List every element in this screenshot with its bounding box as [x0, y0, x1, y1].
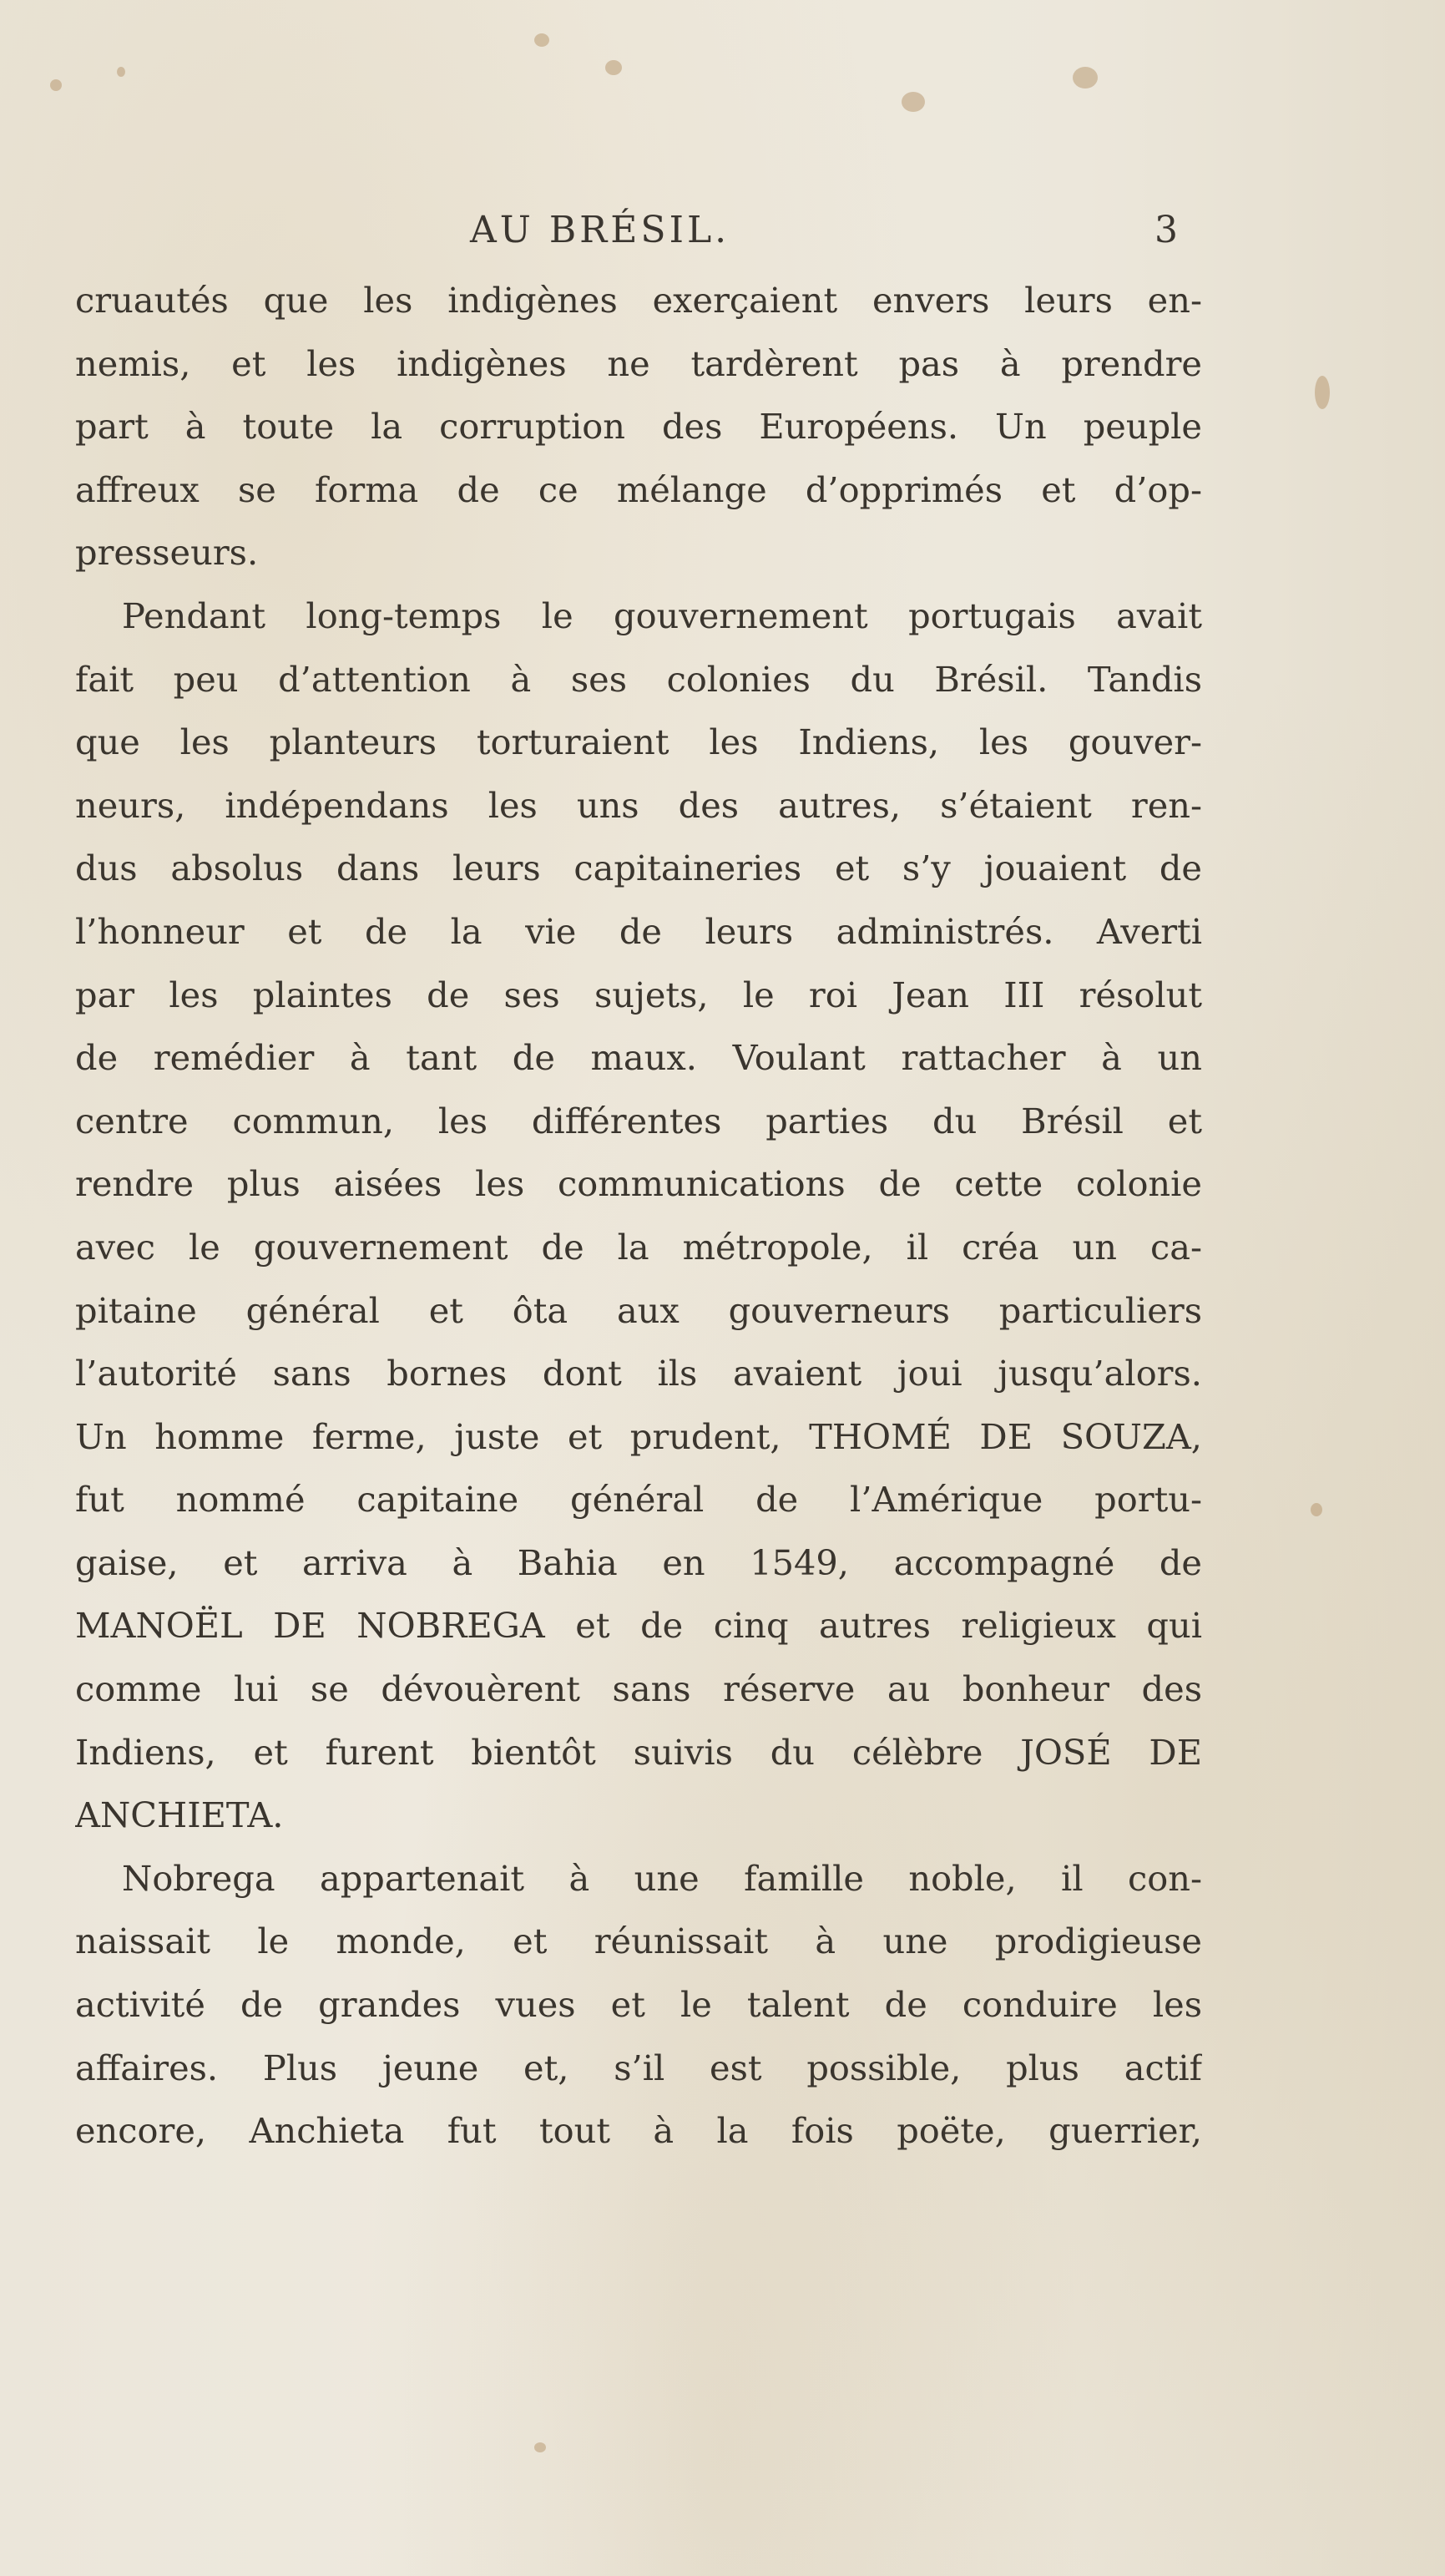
text-line: fait peu d’attention à ses colonies du Brésil. Tandis: [75, 658, 1202, 700]
page-number: 3: [1154, 209, 1178, 251]
text-line: comme lui se dévouèrent sans réserve au bonheur des: [75, 1668, 1202, 1710]
foxing-spot: [50, 79, 62, 91]
text-line: neurs, indépendans les uns des autres, s’étaient ren-: [75, 784, 1202, 826]
text-line: rendre plus aisées les communications de cette colonie: [75, 1163, 1202, 1205]
text-line: gaise, et arriva à Bahia en 1549, accompagné de: [75, 1541, 1202, 1583]
text-line: naissait le monde, et réunissait à une prodigieuse: [75, 1921, 1202, 1962]
text-line: Nobrega appartenait à une famille noble, il con-: [122, 1857, 1202, 1899]
foxing-spot: [902, 92, 925, 112]
text-line: cruautés que les indigènes exerçaient envers leurs en-: [75, 280, 1202, 321]
foxing-spot: [605, 60, 622, 75]
running-head: [0, 209, 1445, 259]
text-line: encore, Anchieta fut tout à la fois poëte, guerrier,: [75, 2110, 1202, 2152]
text-line: par les plaintes de ses sujets, le roi Jean III résolut: [75, 974, 1202, 1015]
text-line: ANCHIETA.: [75, 1794, 284, 1836]
text-line: MANOËL DE NOBREGA et de cinq autres religieux qui: [75, 1605, 1202, 1647]
body-text: [75, 269, 1202, 2163]
text-line: Indiens, et furent bientôt suivis du célèbre JOSÉ DE: [75, 1731, 1202, 1773]
running-title: AU BRÉSIL.: [470, 209, 730, 251]
text-line: avec le gouvernement de la métropole, il créa un ca-: [75, 1226, 1202, 1268]
text-line: pitaine général et ôta aux gouverneurs particuliers: [75, 1289, 1202, 1331]
text-line: Pendant long-temps le gouvernement portugais avait: [122, 595, 1202, 636]
foxing-spot: [117, 67, 125, 77]
text-line: l’honneur et de la vie de leurs administrés. Averti: [75, 910, 1202, 952]
text-line: part à toute la corruption des Européens. Un peuple: [75, 406, 1202, 448]
text-line: fut nommé capitaine général de l’Amérique portu-: [75, 1479, 1202, 1521]
text-line: dus absolus dans leurs capitaineries et s’y jouaient de: [75, 848, 1202, 889]
foxing-spot: [534, 33, 549, 47]
text-line: que les planteurs torturaient les Indiens, les gouver-: [75, 721, 1202, 763]
text-line: de remédier à tant de maux. Voulant rattacher à un: [75, 1037, 1202, 1079]
text-line: Un homme ferme, juste et prudent, THOMÉ DE SOUZA,: [75, 1415, 1202, 1457]
text-line: nemis, et les indigènes ne tardèrent pas à prendre: [75, 342, 1202, 384]
text-line: centre commun, les différentes parties du Brésil et: [75, 1100, 1202, 1141]
text-line: affaires. Plus jeune et, s’il est possible, plus actif: [75, 2047, 1202, 2088]
text-line: activité de grandes vues et le talent de conduire les: [75, 1984, 1202, 2026]
foxing-spot: [1073, 67, 1098, 89]
text-line: l’autorité sans bornes dont ils avaient joui jusqu’alors.: [75, 1353, 1202, 1394]
foxing-spot: [1311, 1503, 1322, 1516]
text-line: affreux se forma de ce mélange d’opprimés et d’op-: [75, 468, 1202, 510]
foxing-spot: [534, 2442, 546, 2452]
text-line: presseurs.: [75, 532, 259, 574]
foxing-spot: [1315, 376, 1330, 409]
